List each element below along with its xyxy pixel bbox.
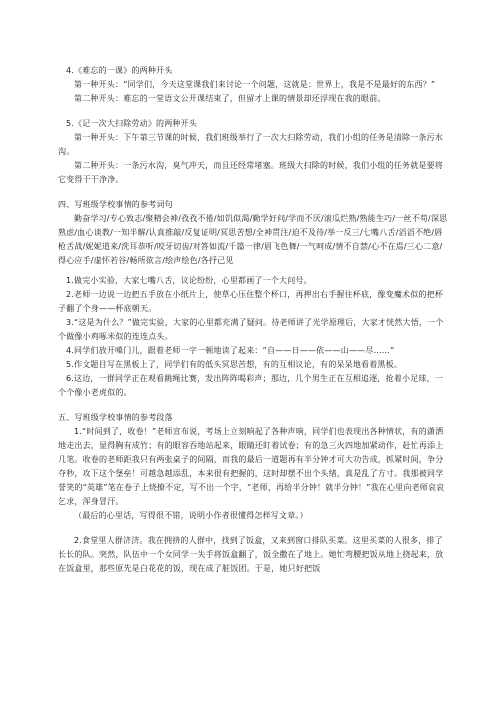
paragraph: 第二种开头：难忘的一堂语文公开课结束了，但留才上课的情景却还浮现在我的眼前。 bbox=[74, 94, 386, 103]
paragraph: 第一种开头：下午第三节课的时候，我们班级举行了一次大扫除劳动，我们小组的任务是清除一条污水沟。 bbox=[58, 133, 443, 156]
sentence-item: 5.作文题目写在黑板上了，同学们有的低头冥思苦想，有的互相议论，有的呆呆地看着黑板。 bbox=[66, 360, 403, 369]
sentence-item: 4.同学们放开嗓门儿，跟着老师一字一顿地读了起来：“自——日——依——山——尽……” bbox=[66, 346, 395, 355]
paragraph: 1.“时间到了，收卷！”老师宣布说，考场上立刻响起了各种声响，同学们也表现出各种情状，有的潇洒地走出去，显得胸有成竹；有的眼容吞地站起来，眼睛还盯着试卷；有的急三火四地加紧动作，赶忙再添上几笔。收卷的老师距我只有两张桌子的间隔，而我的最后一道题再有半分钟才可大功告成，抓紧时间，争分夺秒，攻下这个堡垒！可越急越添乱，本来很有把握的，这时却摆不出个头绪，真是乱了方寸。我那被同学誉笑的“英雄”笔在卷子上烧撩不定，写不出一个字，“老师，再给半分钟！就半分钟！”我在心里向老师哀哀乞求，浑身冒汗。 bbox=[58, 427, 445, 506]
sentence-item: 2.老师一边说一边把五手放在小纸片上，使草心压住整个杯口，再押出右手握住杯底，像变魔术似的把杯子翻了个身——杯底朝天。 bbox=[58, 290, 444, 313]
sentence-item: 1.做完小实验，大家七嘴八舌，议论纷纷，心里都画了一个大问号。 bbox=[66, 276, 312, 285]
section-heading-paragraphs: 五、写班级学校事情的参考段落 bbox=[58, 413, 173, 422]
section-heading-4: 4.《难忘的一课》的两种开头 bbox=[66, 66, 173, 75]
paragraph: 第一种开头：“同学们，今天这堂课我们来讨论一个问题，这就是：世界上，我是不是最好的东西？” bbox=[74, 80, 436, 89]
paragraph-note: （最后的心里话，写得很不错，说明小作者很懂得怎样写文章。） bbox=[74, 511, 308, 520]
sentence-item: 3.“这是为什么？”做完实验，大家的心里都充满了疑问。待老师讲了光学原理后，大家才恍然大悟，一个个做像小鸡啄米似的连连点头。 bbox=[58, 318, 444, 341]
paragraph: 第二种开头：一条污水沟，臭气冲天，而且还经常堵塞。班级大扫除的时候，我们小组的任务就是要将它变得干干净净。 bbox=[58, 161, 443, 184]
word-list: 勤奋学习/专心致志/聚精会神/孜孜不倦/如饥似渴/勤学好问/学而不厌/滚瓜烂熟/熟能生巧/一丝不苟/深思熟虑/血心谈教/一知半解/认真推敲/反复证明/冥思苦想/全神贯注/迫不及待/举一反三/七嘴八舌/滔滔不绝/唇枪舌战/妮妮道来/洗耳恭听/咬牙切齿/对答如流/千篇一律/眉飞色舞/一气呵成/情不自禁/心不在焉/三心二意/得心应手/虚怀若谷/畅所欲言/绘声绘色/各抒己见 bbox=[58, 214, 448, 265]
sentence-item: 6.这边，一群同学正在观看跳绳比赛，发出阵阵喝彩声；那边，几个男生正在互相追逐，抢着小足球，一个个像小老虎似的。 bbox=[58, 374, 444, 397]
section-heading-5: 5.《记一次大扫除劳动》的两种开头 bbox=[66, 119, 198, 128]
paragraph: 2.食堂里人群济济。我在拥挤的人群中，找到了饭盒，又来到窗口排队买菜。这里买菜的人很多，排了长长的队。突然，队伍中一个女同学一失手将饭盒翻了，饭全撒在了地上。她忙弯腰把饭从地上挠起来，放在饭盒里，那些原先是白花花的饭，现在成了脏饭团。于是，她只好把饭 bbox=[58, 536, 444, 573]
section-heading-words: 四、写班级学校事情的参考词句 bbox=[58, 200, 173, 209]
